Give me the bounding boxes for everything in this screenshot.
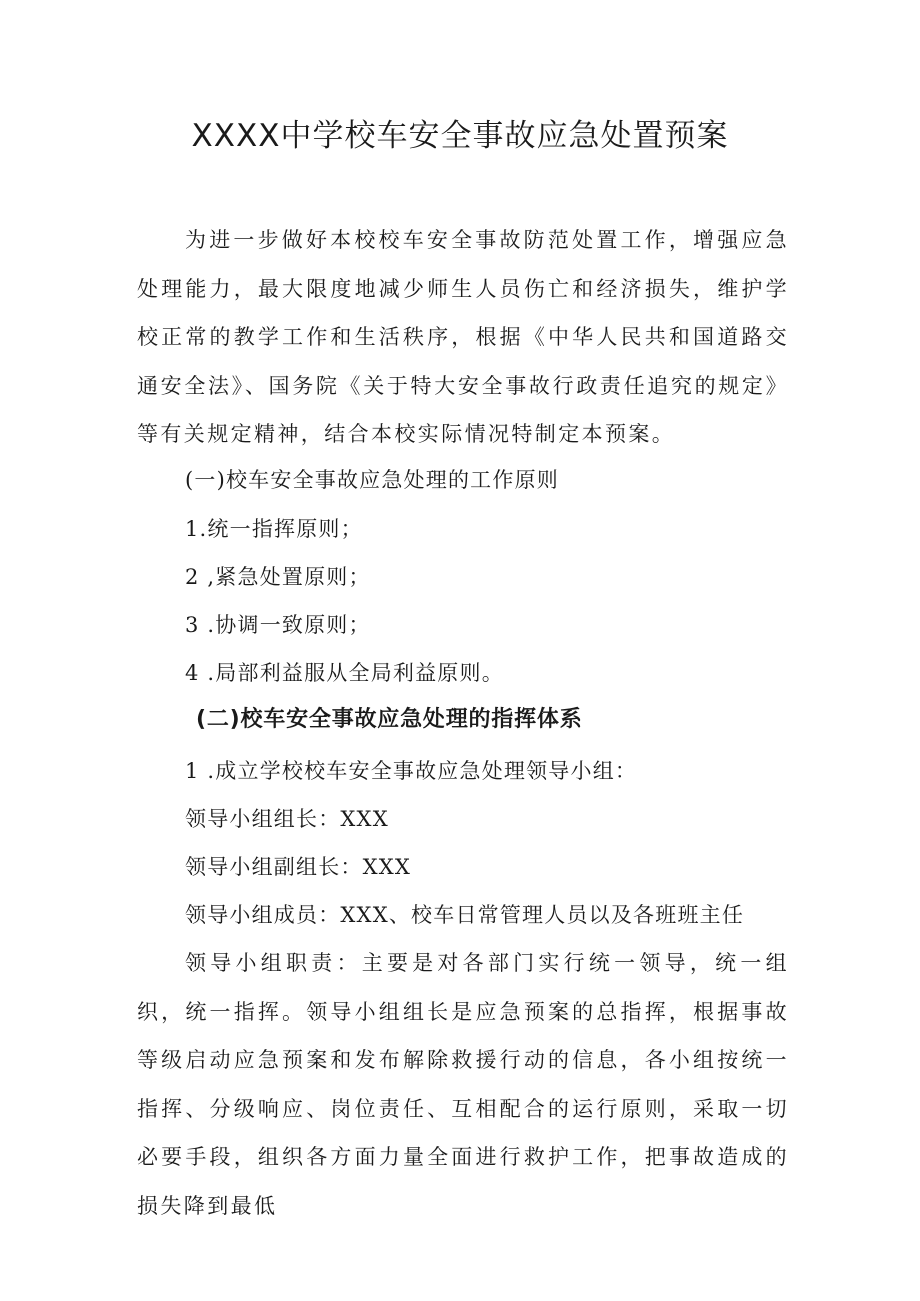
deputy-line: 领导小组副组长：XXX bbox=[185, 855, 412, 879]
section2-heading: (二)校车安全事故应急处理的指挥体系 bbox=[196, 707, 583, 732]
duties-paragraph: 领导小组职责：主要是对各部门实行统一领导，统一组织，统一指挥。领导小组组长是应急预案的总指挥，根据事故等级启动应急预案和发布解除救援行动的信息，各小组按统一指挥、分级响应、岗位责任、互相配合的运行原则，采取一切必要手段，组织各方面力量全面进行救护工作，把事故造成的损失降到最低 bbox=[137, 951, 789, 1218]
section1-item-2: 2 ,紧急处置原则； bbox=[185, 565, 371, 589]
section1-heading: (一)校车安全事故应急处理的工作原则 bbox=[185, 468, 559, 492]
section2-item-1: 1 .成立学校校车安全事故应急处理领导小组： bbox=[185, 759, 638, 783]
section1-item-3: 3 .协调一致原则； bbox=[185, 613, 371, 637]
section1-item-1: 1.统一指挥原则； bbox=[185, 517, 363, 541]
document-title: XXXX中学校车安全事故应急处置预案 bbox=[191, 118, 729, 154]
intro-paragraph: 为进一步做好本校校车安全事故防范处置工作，增强应急处理能力，最大限度地减少师生人员伤亡和经济损失，维护学校正常的教学工作和生活秩序，根据《中华人民共和国道路交通安全法》、国务院《关于特大安全事故行政责任追究的规定》等有关规定精神，结合本校实际情况特制定本预案。 bbox=[137, 228, 789, 446]
section1-item-4: 4 .局部利益服从全局利益原则。 bbox=[185, 661, 504, 685]
members-line: 领导小组成员：XXX、校车日常管理人员以及各班班主任 bbox=[185, 903, 745, 927]
leader-line: 领导小组组长：XXX bbox=[185, 807, 389, 831]
